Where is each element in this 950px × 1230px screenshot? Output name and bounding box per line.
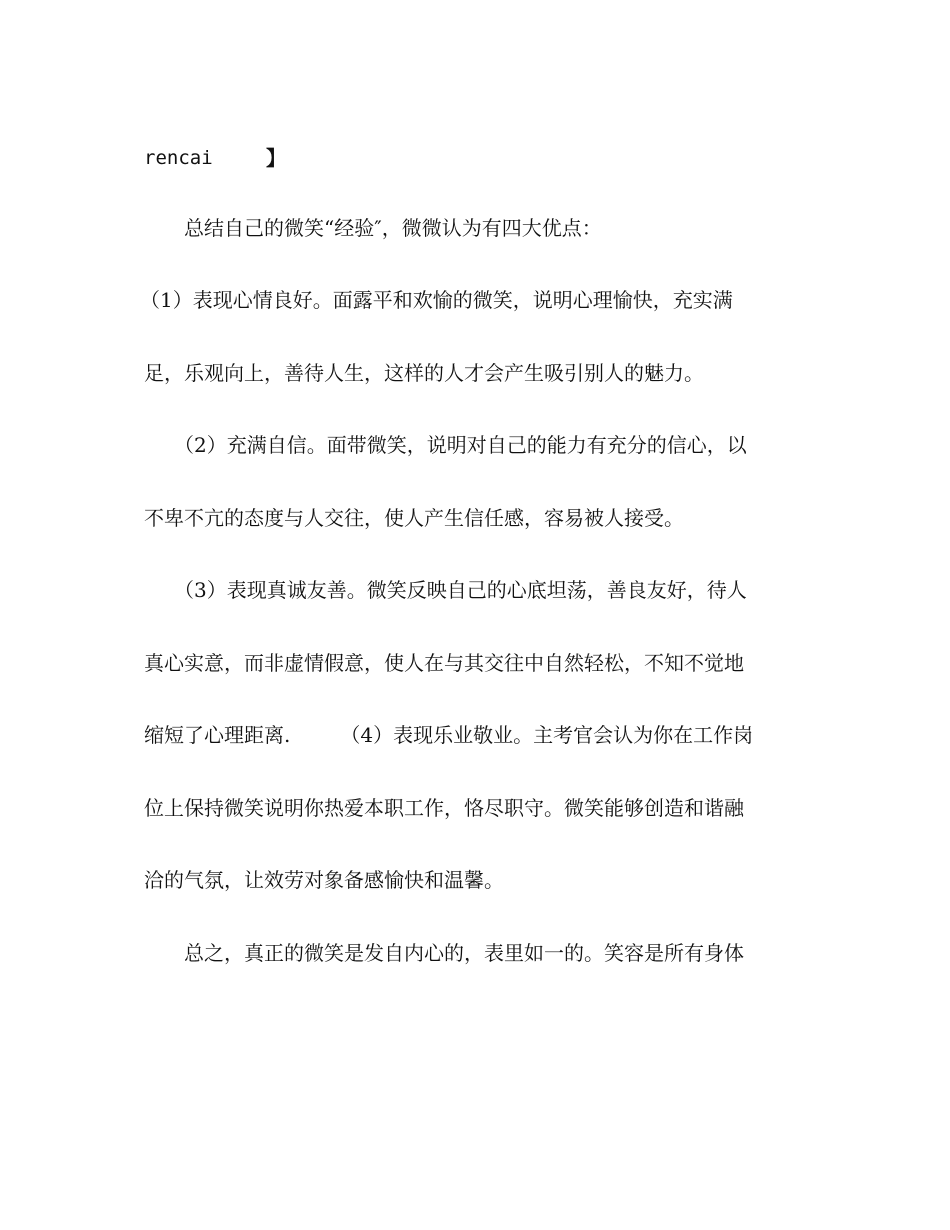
header-bracket: 】 bbox=[266, 146, 286, 170]
paragraph-line: 位上保持微笑说明你热爱本职工作，恪尽职守。微笑能够创造和谐融 bbox=[144, 796, 744, 820]
paragraph-line: （3）表现真诚友善。微笑反映自己的心底坦荡，善良友好，待人 bbox=[144, 578, 747, 602]
paragraph-line: （2）充满自信。面带微笑，说明对自己的能力有充分的信心，以 bbox=[144, 433, 747, 457]
paragraph-line: 真心实意，而非虚情假意，使人在与其交往中自然轻松，不知不觉地 bbox=[144, 651, 744, 675]
paragraph-line: 不卑不亢的态度与人交往，使人产生信任感，容易被人接受。 bbox=[144, 506, 684, 530]
paragraph-line: （1）表现心情良好。面露平和欢愉的微笑，说明心理愉快，充实满 bbox=[140, 288, 733, 312]
paragraph-line: 总结自己的微笑“经验″，微微认为有四大优点： bbox=[144, 216, 602, 240]
paragraph-line: 足，乐观向上，善待人生，这样的人才会产生吸引别人的魅力。 bbox=[144, 361, 704, 385]
paragraph-line: 洽的气氛，让效劳对象备感愉快和温馨。 bbox=[144, 868, 504, 892]
paragraph-line: 缩短了心理距离. （4）表现乐业敬业。主考官会认为你在工作岗 bbox=[144, 723, 754, 747]
paragraph-line: 总之，真正的微笑是发自内心的，表里如一的。笑容是所有身体 bbox=[144, 941, 744, 965]
header-code: rencai bbox=[144, 147, 213, 169]
